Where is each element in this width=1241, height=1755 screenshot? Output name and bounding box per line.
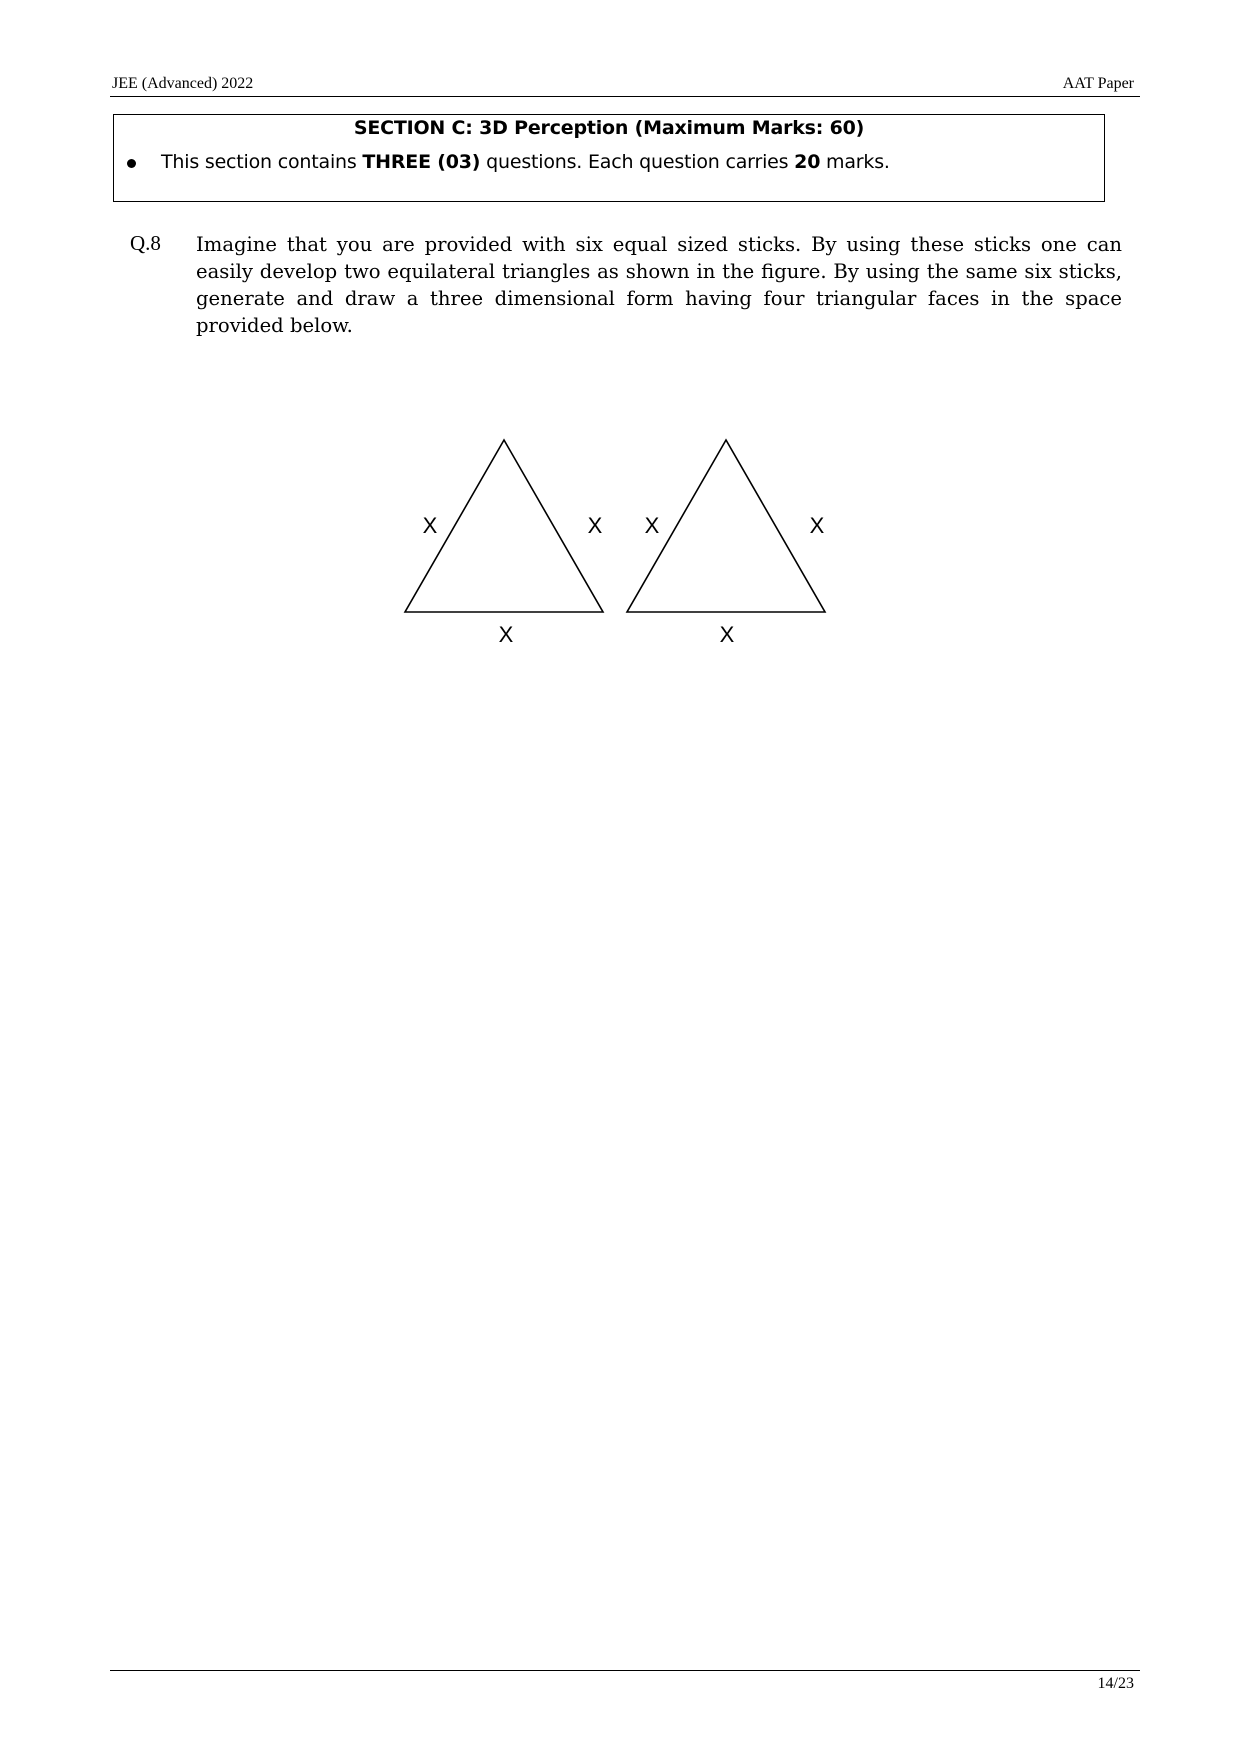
triangle-left: [405, 440, 603, 612]
header-exam-name: JEE (Advanced) 2022: [112, 75, 254, 92]
header-rule: [110, 96, 1140, 97]
header-paper-name: AAT Paper: [1062, 75, 1134, 92]
instruction-text-1: This section contains: [161, 151, 363, 173]
question-number: Q.8: [130, 231, 161, 255]
section-title: SECTION C: 3D Perception (Maximum Marks: 60): [353, 117, 865, 139]
footer-rule: [110, 1670, 1140, 1671]
instruction-question-count: THREE (03): [362, 151, 481, 173]
instruction-text-3: marks.: [820, 151, 890, 173]
triangle-left-side-left-label: X: [422, 513, 438, 538]
instruction-text-2: questions. Each question carries: [480, 151, 795, 173]
triangle-left-side-right-label: X: [587, 513, 603, 538]
instruction-marks: 20: [794, 151, 821, 173]
bullet-icon: [127, 159, 136, 168]
triangle-right-side-left-label: X: [644, 513, 660, 538]
triangle-right-side-bottom-label: X: [719, 622, 735, 647]
triangle-left-side-bottom-label: X: [498, 622, 514, 647]
question-text: Imagine that you are provided with six equal sized sticks. By using these sticks one can easily develop two equilateral triangles as shown in the figure. By using the same six sticks, generate and draw a three dimensional form having four triangular faces in the space provided below.: [196, 233, 1122, 337]
section-instruction: [161, 151, 890, 173]
page-number: 14/23: [1097, 1675, 1134, 1692]
triangle-right-side-right-label: X: [809, 513, 825, 538]
section-instructions-box: [113, 114, 1105, 202]
triangle-right: [627, 440, 825, 612]
